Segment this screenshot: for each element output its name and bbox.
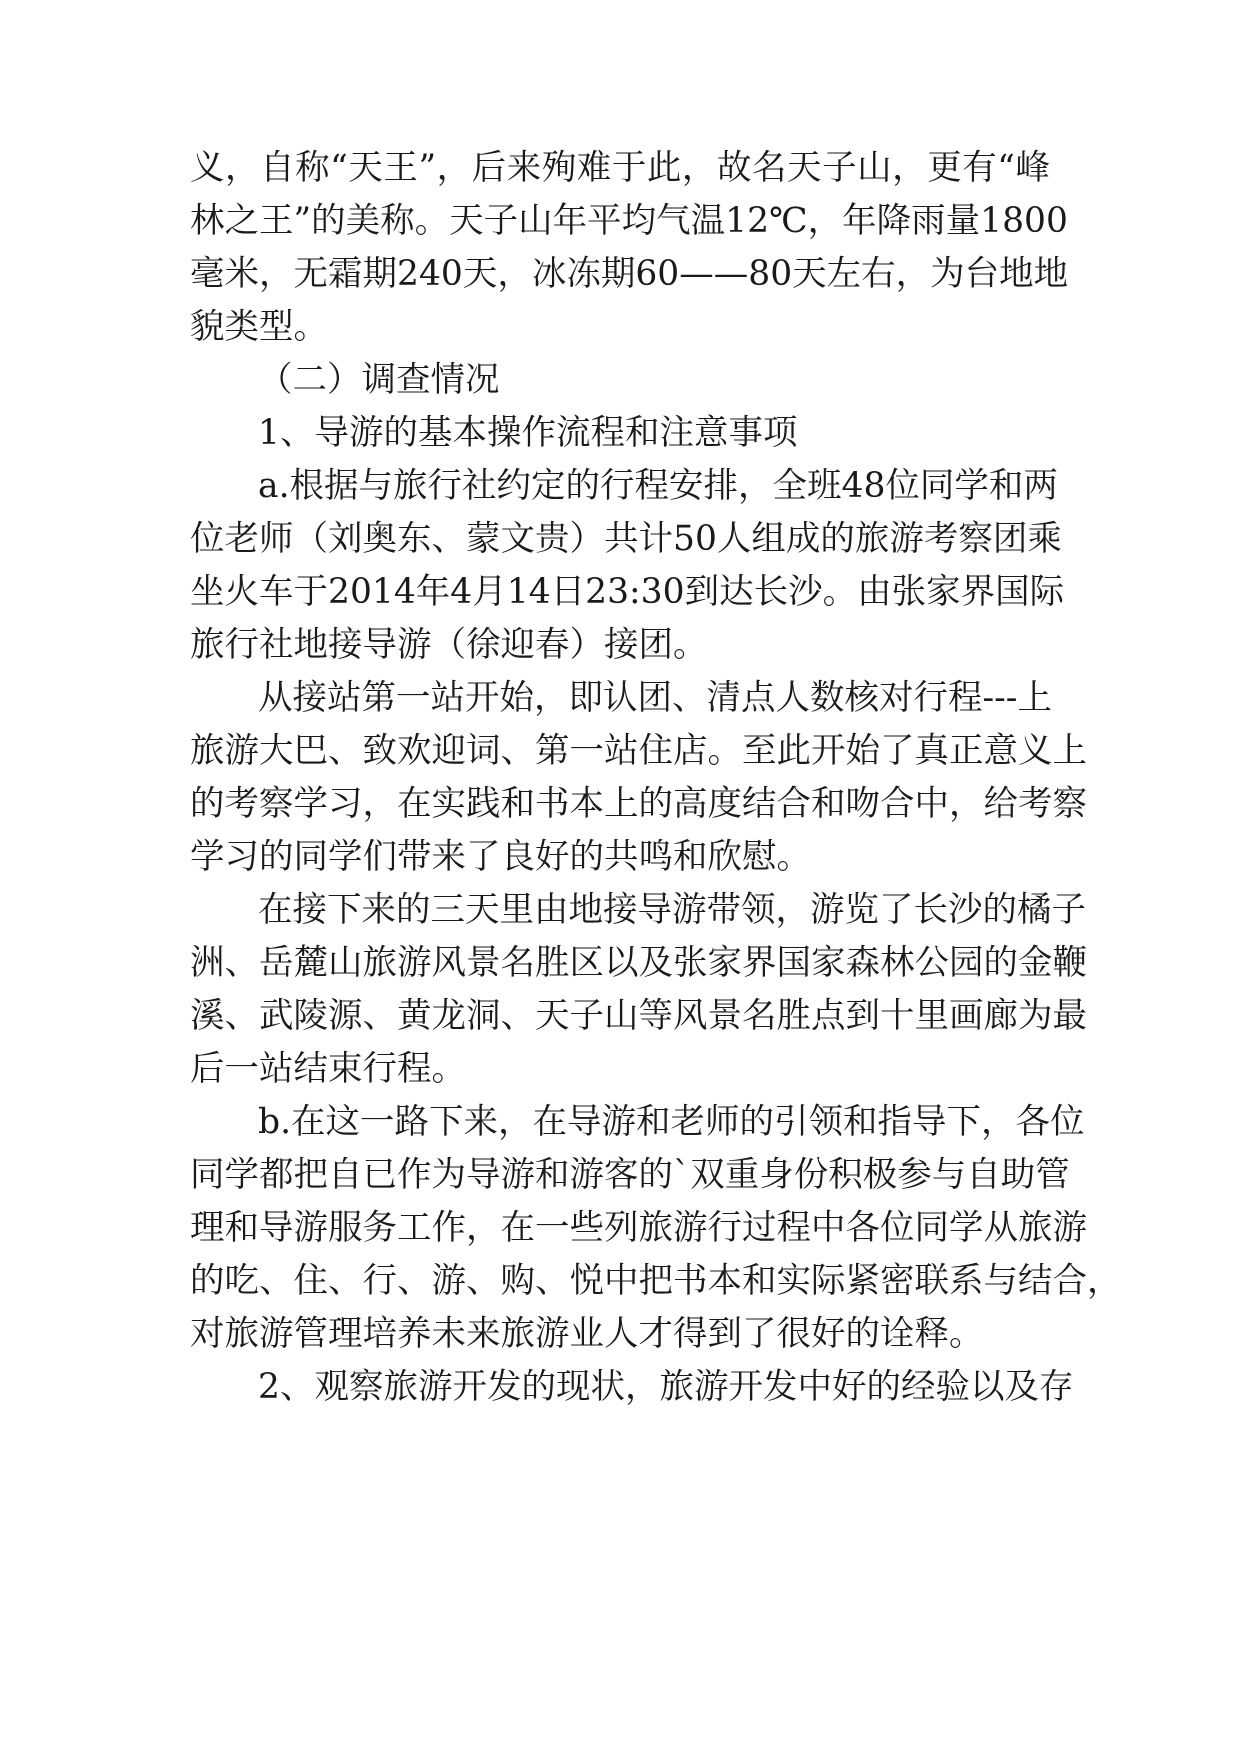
- text-line: 理和导游服务工作，在一些列旅游行过程中各位同学从旅游: [190, 1208, 1087, 1248]
- text-line: 的吃、住、行、游、购、悦中把书本和实际紧密联系与结合，: [190, 1261, 1122, 1301]
- text-line: 林之王”的美称。天子山年平均气温12℃，年降雨量1800: [190, 201, 1068, 241]
- subsection-heading: 2、观察旅游开发的现状，旅游开发中好的经验以及存: [258, 1367, 1074, 1407]
- text-line: 后一站结束行程。: [190, 1049, 466, 1089]
- subsection-heading: 1、导游的基本操作流程和注意事项: [258, 413, 798, 453]
- text-line: 的考察学习，在实践和书本上的高度结合和吻合中，给考察: [190, 784, 1087, 824]
- text-line: 貌类型。: [190, 307, 328, 347]
- text-line: 旅游大巴、致欢迎词、第一站住店。至此开始了真正意义上: [190, 731, 1087, 771]
- text-line: 对旅游管理培养未来旅游业人才得到了很好的诠释。: [190, 1314, 984, 1354]
- text-line: 位老师（刘奥东、蒙文贵）共计50人组成的旅游考察团乘: [190, 519, 1062, 559]
- text-line: b.在这一路下来，在导游和老师的引领和指导下，各位: [258, 1102, 1085, 1142]
- text-line: 在接下来的三天里由地接导游带领，游览了长沙的橘子: [258, 890, 1086, 930]
- section-heading: （二）调查情况: [258, 360, 500, 400]
- text-line: a.根据与旅行社约定的行程安排，全班48位同学和两: [258, 466, 1058, 506]
- text-line: 学习的同学们带来了良好的共鸣和欣慰。: [190, 837, 811, 877]
- text-line: 义，自称“天王”，后来殉难于此，故名天子山，更有“峰: [190, 148, 1050, 188]
- text-line: 同学都把自已作为导游和游客的`双重身份积极参与自助管: [190, 1155, 1070, 1195]
- text-line: 从接站第一站开始，即认团、清点人数核对行程---上: [258, 678, 1052, 718]
- text-line: 毫米，无霜期240天，冰冻期60——80天左右，为台地地: [190, 254, 1069, 294]
- text-line: 洲、岳麓山旅游风景名胜区以及张家界国家森林公园的金鞭: [190, 943, 1087, 983]
- text-line: 溪、武陵源、黄龙洞、天子山等风景名胜点到十里画廊为最: [190, 996, 1087, 1036]
- text-line: 旅行社地接导游（徐迎春）接团。: [190, 625, 708, 665]
- text-line: 坐火车于2014年4月14日23:30到达长沙。由张家界国际: [190, 572, 1065, 612]
